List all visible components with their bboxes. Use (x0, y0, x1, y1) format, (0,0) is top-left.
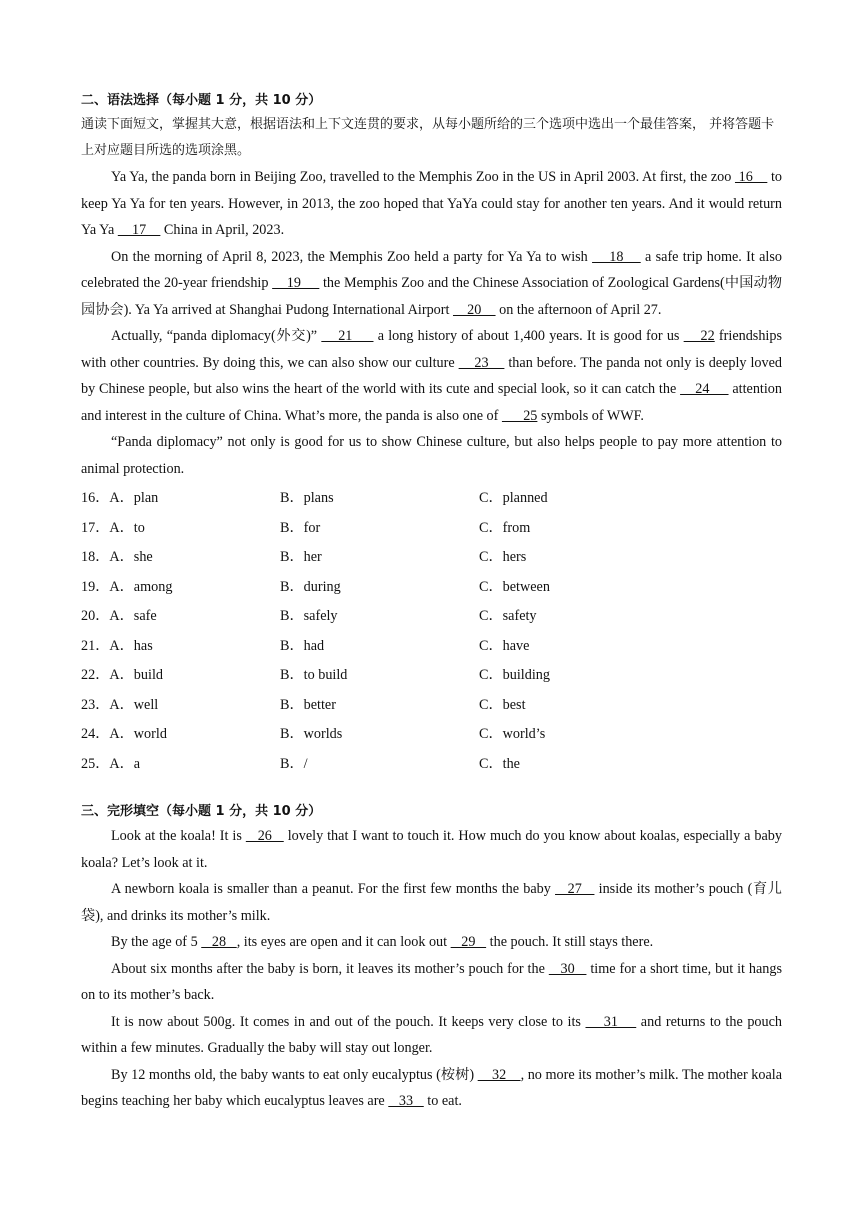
option-b: B．safely (280, 608, 338, 624)
option-row-24 (81, 720, 782, 750)
blank-22: 22 (683, 328, 715, 344)
option-a: 23．A．well (81, 696, 159, 713)
section-3-heading: 三、完形填空（每小题 1 分，共 10 分） (81, 804, 322, 819)
blank-18: 18 (592, 248, 641, 265)
option-row-22 (81, 661, 782, 691)
option-c: C．from (479, 519, 531, 536)
option-c: C．best (479, 696, 526, 713)
blank-27: 27 (555, 881, 595, 897)
blank-17: 17 (117, 222, 161, 238)
option-row-21 (81, 632, 782, 662)
options-list (81, 484, 782, 779)
passage-1-paragraph-4: “Panda diplomacy” not only is good for us to show Chinese culture, but also helps people to pay more attention to animal protection. (81, 434, 782, 477)
option-c: C．world’s (479, 726, 546, 742)
option-a: 24．A．world (81, 726, 167, 742)
option-b: B．plans (280, 490, 334, 506)
blank-24: 24 (680, 381, 729, 397)
blank-31: 31 (585, 1013, 637, 1030)
passage-2-paragraph-2: A newborn koala is smaller than a peanut. For the first few months the baby 27 inside its mother’s pouch (育儿袋), and drinks its mother’s milk. (81, 881, 782, 924)
option-row-18 (81, 543, 782, 573)
option-row-17 (81, 514, 782, 544)
option-b: B．during (280, 578, 341, 595)
option-a: 17．A．to (81, 519, 145, 536)
option-a: 19．A．among (81, 578, 173, 595)
option-row-19 (81, 573, 782, 603)
option-row-25 (81, 750, 782, 780)
section-2-heading: 二、语法选择（每小题 1 分，共 10 分） (81, 93, 322, 108)
option-a: 21．A．has (81, 637, 153, 654)
passage-2-paragraph-1: Look at the koala! It is 26 lovely that I want to touch it. How much do you know about koalas, especially a baby koala? Let’s look at it. (81, 828, 782, 871)
option-c: C．between (479, 578, 550, 595)
blank-33: 33 (388, 1093, 424, 1109)
option-row-23 (81, 691, 782, 721)
option-b: B．for (280, 519, 321, 536)
passage-2-paragraph-4: About six months after the baby is born, it leaves its mother’s pouch for the 30 time for a short time, but it hangs on to its mother’s back. (81, 960, 783, 1003)
blank-30: 30 (548, 960, 587, 977)
option-b: B．better (280, 696, 336, 713)
blank-28: 28 (201, 934, 237, 950)
option-c: C．planned (479, 490, 548, 506)
blank-20: 20 (452, 301, 496, 318)
blank-16: 16 (734, 169, 768, 185)
blank-29: 29 (450, 934, 487, 950)
option-row-16 (81, 484, 782, 514)
option-a: 18．A．she (81, 549, 153, 565)
option-a: 16．A．plan (81, 490, 159, 506)
option-c: C．have (479, 637, 530, 654)
passage-1-paragraph-3: Actually, “panda diplomacy(外交)” 21 a long history of about 1,400 years. It is good for us 22 friendships with other countries. By doing this, we can also show our culture 23 than before. The panda not only is deeply loved by Chinese people, but also wins the heart of the world with its cute and special look, so it can catch the 24 attention and interest in the culture of China. What’s more, the panda is also one of 25 symbols of WWF. (81, 328, 782, 424)
section-2-instruction: 通读下面短文，掌握其大意，根据语法和上下文连贯的要求，从每小题所给的三个选项中选出一个最佳答案， 并将答题卡上对应题目所选的选项涂黑。 (81, 117, 775, 158)
option-b: B．her (280, 549, 322, 565)
blank-25: 25 (501, 407, 538, 424)
blank-21: 21 (321, 328, 374, 344)
passage-2-paragraph-5: It is now about 500g. It comes in and out of the pouch. It keeps very close to its 31 and returns to the pouch within a few minutes. Gradually the baby will stay out longer. (81, 1013, 782, 1056)
blank-26: 26 (245, 828, 284, 844)
option-row-20 (81, 602, 782, 632)
passage-1-paragraph-2: On the morning of April 8, 2023, the Memphis Zoo held a party for Ya Ya to wish 18 a safe trip home. It also celebrated the 20-year friendship 19 the Memphis Zoo and the Chinese Association of Zoological Gardens(中国动物园协会). Ya Ya arrived at Shanghai Pudong International Airport 20 on the afternoon of April 27. (81, 248, 783, 318)
option-b: B．to build (280, 667, 348, 683)
passage-2-paragraph-3: By the age of 5 28 , its eyes are open and it can look out 29 the pouch. It still stays there. (111, 934, 654, 950)
option-c: C．safety (479, 608, 537, 624)
section-3 (81, 801, 782, 1115)
option-c: C．building (479, 667, 550, 683)
option-a: 22．A．build (81, 667, 163, 683)
option-a: 25．A．a (81, 755, 141, 772)
blank-19: 19 (272, 275, 320, 291)
passage-2-paragraph-6: By 12 months old, the baby wants to eat only eucalyptus (桉树) 32 , no more its mother’s milk. The mother koala begins teaching her baby which eucalyptus leaves are 33 to eat. (81, 1066, 782, 1109)
option-b: B．/ (280, 755, 308, 772)
option-b: B．had (280, 637, 325, 654)
option-b: B．worlds (280, 726, 343, 742)
exam-page (81, 90, 782, 1115)
option-c: C．the (479, 755, 520, 772)
blank-32: 32 (477, 1066, 521, 1083)
blank-23: 23 (458, 354, 505, 371)
option-c: C．hers (479, 549, 527, 565)
passage-1-paragraph-1: Ya Ya, the panda born in Beijing Zoo, travelled to the Memphis Zoo in the US in April 2003. At first, the zoo 16 to keep Ya Ya for ten years. However, in 2013, the zoo hoped that YaYa could stay for another ten years. And it would return Ya Ya 17 China in April, 2023. (81, 169, 782, 238)
option-a: 20．A．safe (81, 608, 157, 624)
